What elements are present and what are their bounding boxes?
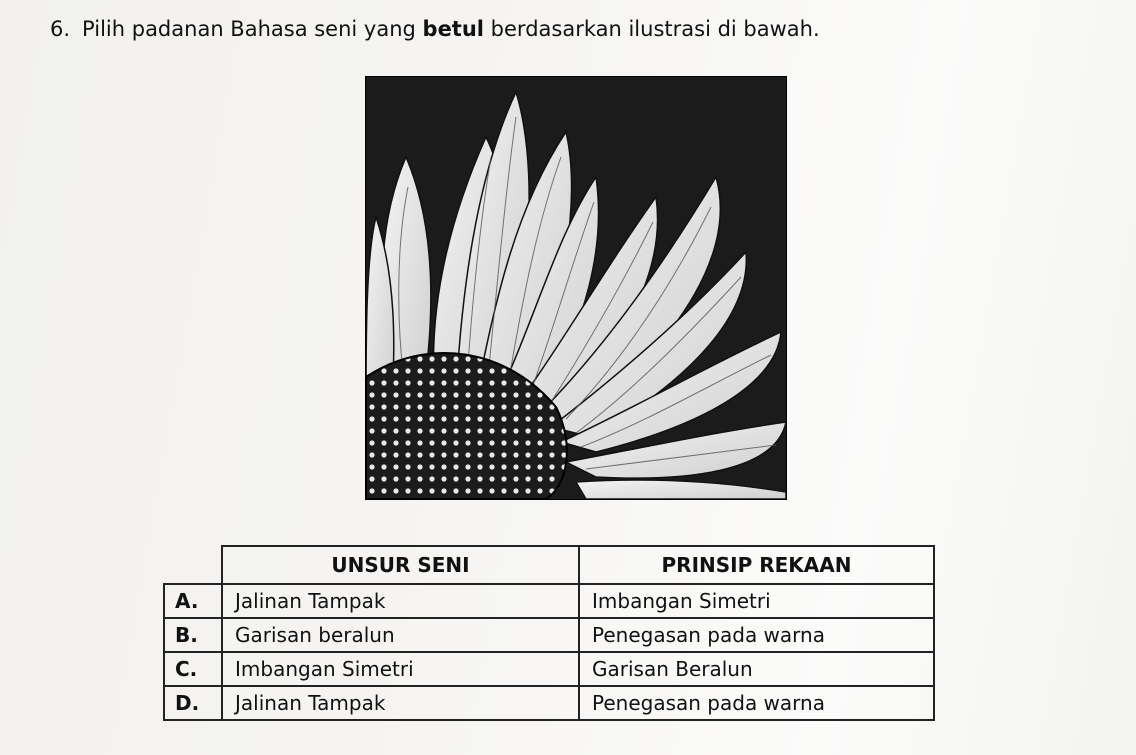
- option-prinsip: Penegasan pada warna: [579, 618, 934, 652]
- option-prinsip: Garisan Beralun: [579, 652, 934, 686]
- option-c-row[interactable]: [164, 652, 934, 686]
- option-letter: B.: [164, 618, 222, 652]
- option-b-row[interactable]: [164, 618, 934, 652]
- option-unsur: Jalinan Tampak: [222, 584, 579, 618]
- option-d-row[interactable]: [164, 686, 934, 720]
- option-prinsip: Imbangan Simetri: [579, 584, 934, 618]
- option-prinsip: Penegasan pada warna: [579, 686, 934, 720]
- option-letter: C.: [164, 652, 222, 686]
- question-text: [50, 14, 820, 44]
- question-text-end: berdasarkan ilustrasi di bawah.: [484, 17, 820, 41]
- option-unsur: Jalinan Tampak: [222, 686, 579, 720]
- option-unsur: Imbangan Simetri: [222, 652, 579, 686]
- sunflower-drawing-icon: [366, 77, 786, 499]
- answer-table: [163, 545, 935, 721]
- option-letter: D.: [164, 686, 222, 720]
- option-letter: A.: [164, 584, 222, 618]
- option-a-row[interactable]: [164, 584, 934, 618]
- question-text-start: Pilih padanan Bahasa seni yang: [82, 17, 423, 41]
- question-bold-word: betul: [422, 17, 484, 41]
- question-number: 6.: [50, 17, 71, 41]
- sunflower-illustration: [365, 76, 787, 500]
- option-unsur: Garisan beralun: [222, 618, 579, 652]
- header-prinsip-rekaan: PRINSIP REKAAN: [579, 546, 934, 584]
- header-blank-cell: [164, 546, 222, 584]
- header-unsur-seni: UNSUR SENI: [222, 546, 579, 584]
- table-header-row: [164, 546, 934, 584]
